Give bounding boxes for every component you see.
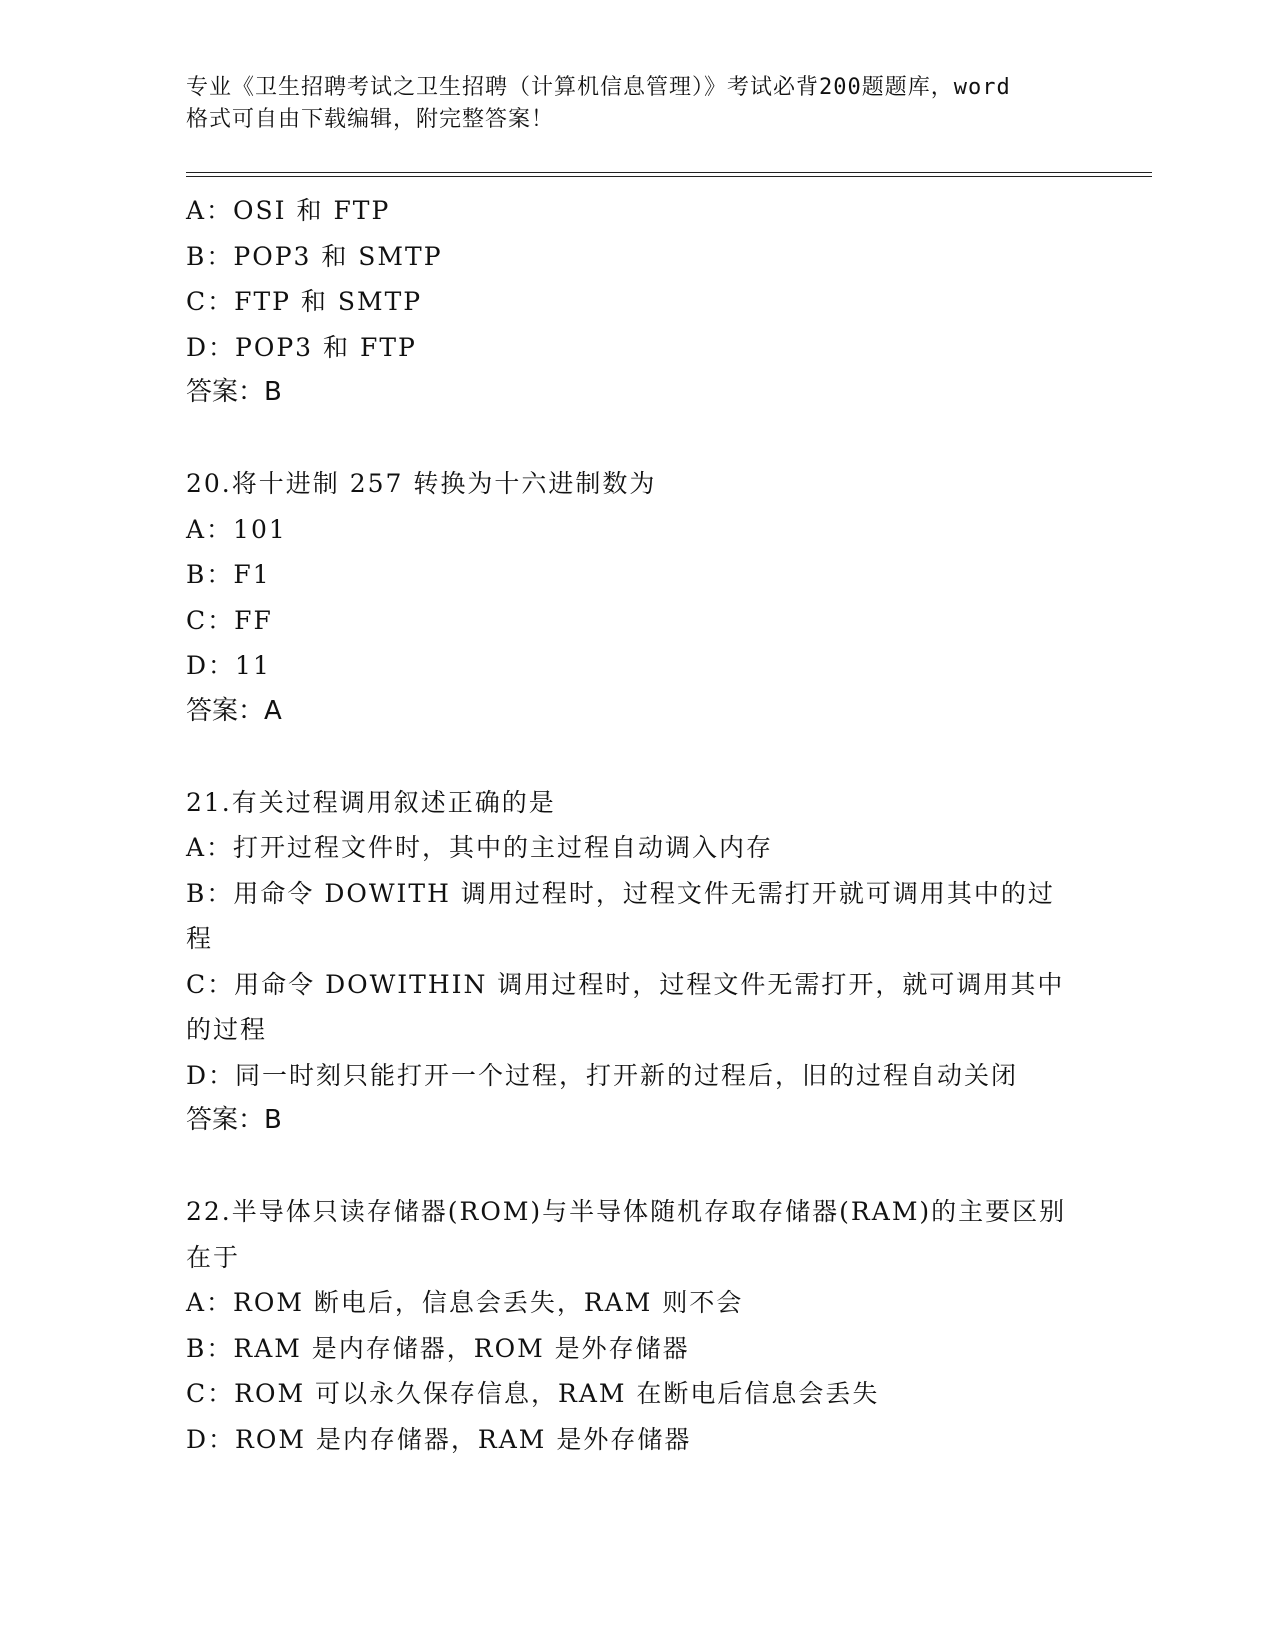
option-d: D：POP3 和 FTP [186, 332, 417, 362]
question-list [186, 188, 1086, 1462]
option-c: C：ROM 可以永久保存信息，RAM 在断电后信息会丢失 [186, 1379, 880, 1408]
option-b: B：RAM 是内存储器，ROM 是外存储器 [186, 1333, 690, 1363]
option-b-line-1: B：用命令 DOWITH 调用过程时，过程文件无需打开就可调用其中的过 [186, 878, 1055, 908]
option-c: C：FF [186, 605, 273, 635]
option-a: A：ROM 断电后，信息会丢失，RAM 则不会 [186, 1288, 744, 1317]
option-d: D：11 [186, 651, 271, 680]
header-line-1: 专业《卫生招聘考试之卫生招聘（计算机信息管理）》考试必背200题题库，word [186, 75, 1011, 100]
spacer [186, 416, 1086, 462]
option-a: A：101 [186, 514, 287, 544]
question-19 [186, 188, 1086, 416]
option-c-line-1: C：用命令 DOWITHIN 调用过程时，过程文件无需打开，就可调用其中 [186, 969, 1065, 999]
option-d: D：ROM 是内存储器，RAM 是外存储器 [186, 1424, 692, 1454]
option-b: B：POP3 和 SMTP [186, 241, 443, 271]
spacer [186, 1144, 1086, 1190]
spacer [186, 734, 1086, 780]
question-text-line-1: 22.半导体只读存储器(ROM)与半导体随机存取存储器(RAM)的主要区别 [186, 1197, 1067, 1226]
header-rule-top [186, 172, 1152, 173]
question-text: 20.将十进制 257 转换为十六进制数为 [186, 469, 657, 498]
document-header [186, 72, 1086, 136]
option-a: A：OSI 和 FTP [186, 196, 391, 225]
answer: 答案：A [186, 695, 282, 726]
question-text: 21.有关过程调用叙述正确的是 [186, 787, 556, 817]
question-22 [186, 1189, 1086, 1462]
header-line-2: 格式可自由下载编辑，附完整答案！ [186, 107, 555, 132]
option-a: A：打开过程文件时，其中的主过程自动调入内存 [186, 833, 774, 862]
option-c-line-2: 的过程 [186, 1015, 268, 1044]
answer: 答案：B [186, 377, 282, 407]
option-b: B：F1 [186, 560, 271, 589]
question-text-line-2: 在于 [186, 1242, 241, 1272]
option-b-line-2: 程 [186, 924, 214, 953]
question-21 [186, 780, 1086, 1144]
question-20 [186, 461, 1086, 734]
option-c: C：FTP 和 SMTP [186, 287, 423, 316]
header-rule-bottom [186, 176, 1152, 177]
answer: 答案：B [186, 1105, 282, 1135]
option-d: D：同一时刻只能打开一个过程，打开新的过程后，旧的过程自动关闭 [186, 1060, 1019, 1090]
